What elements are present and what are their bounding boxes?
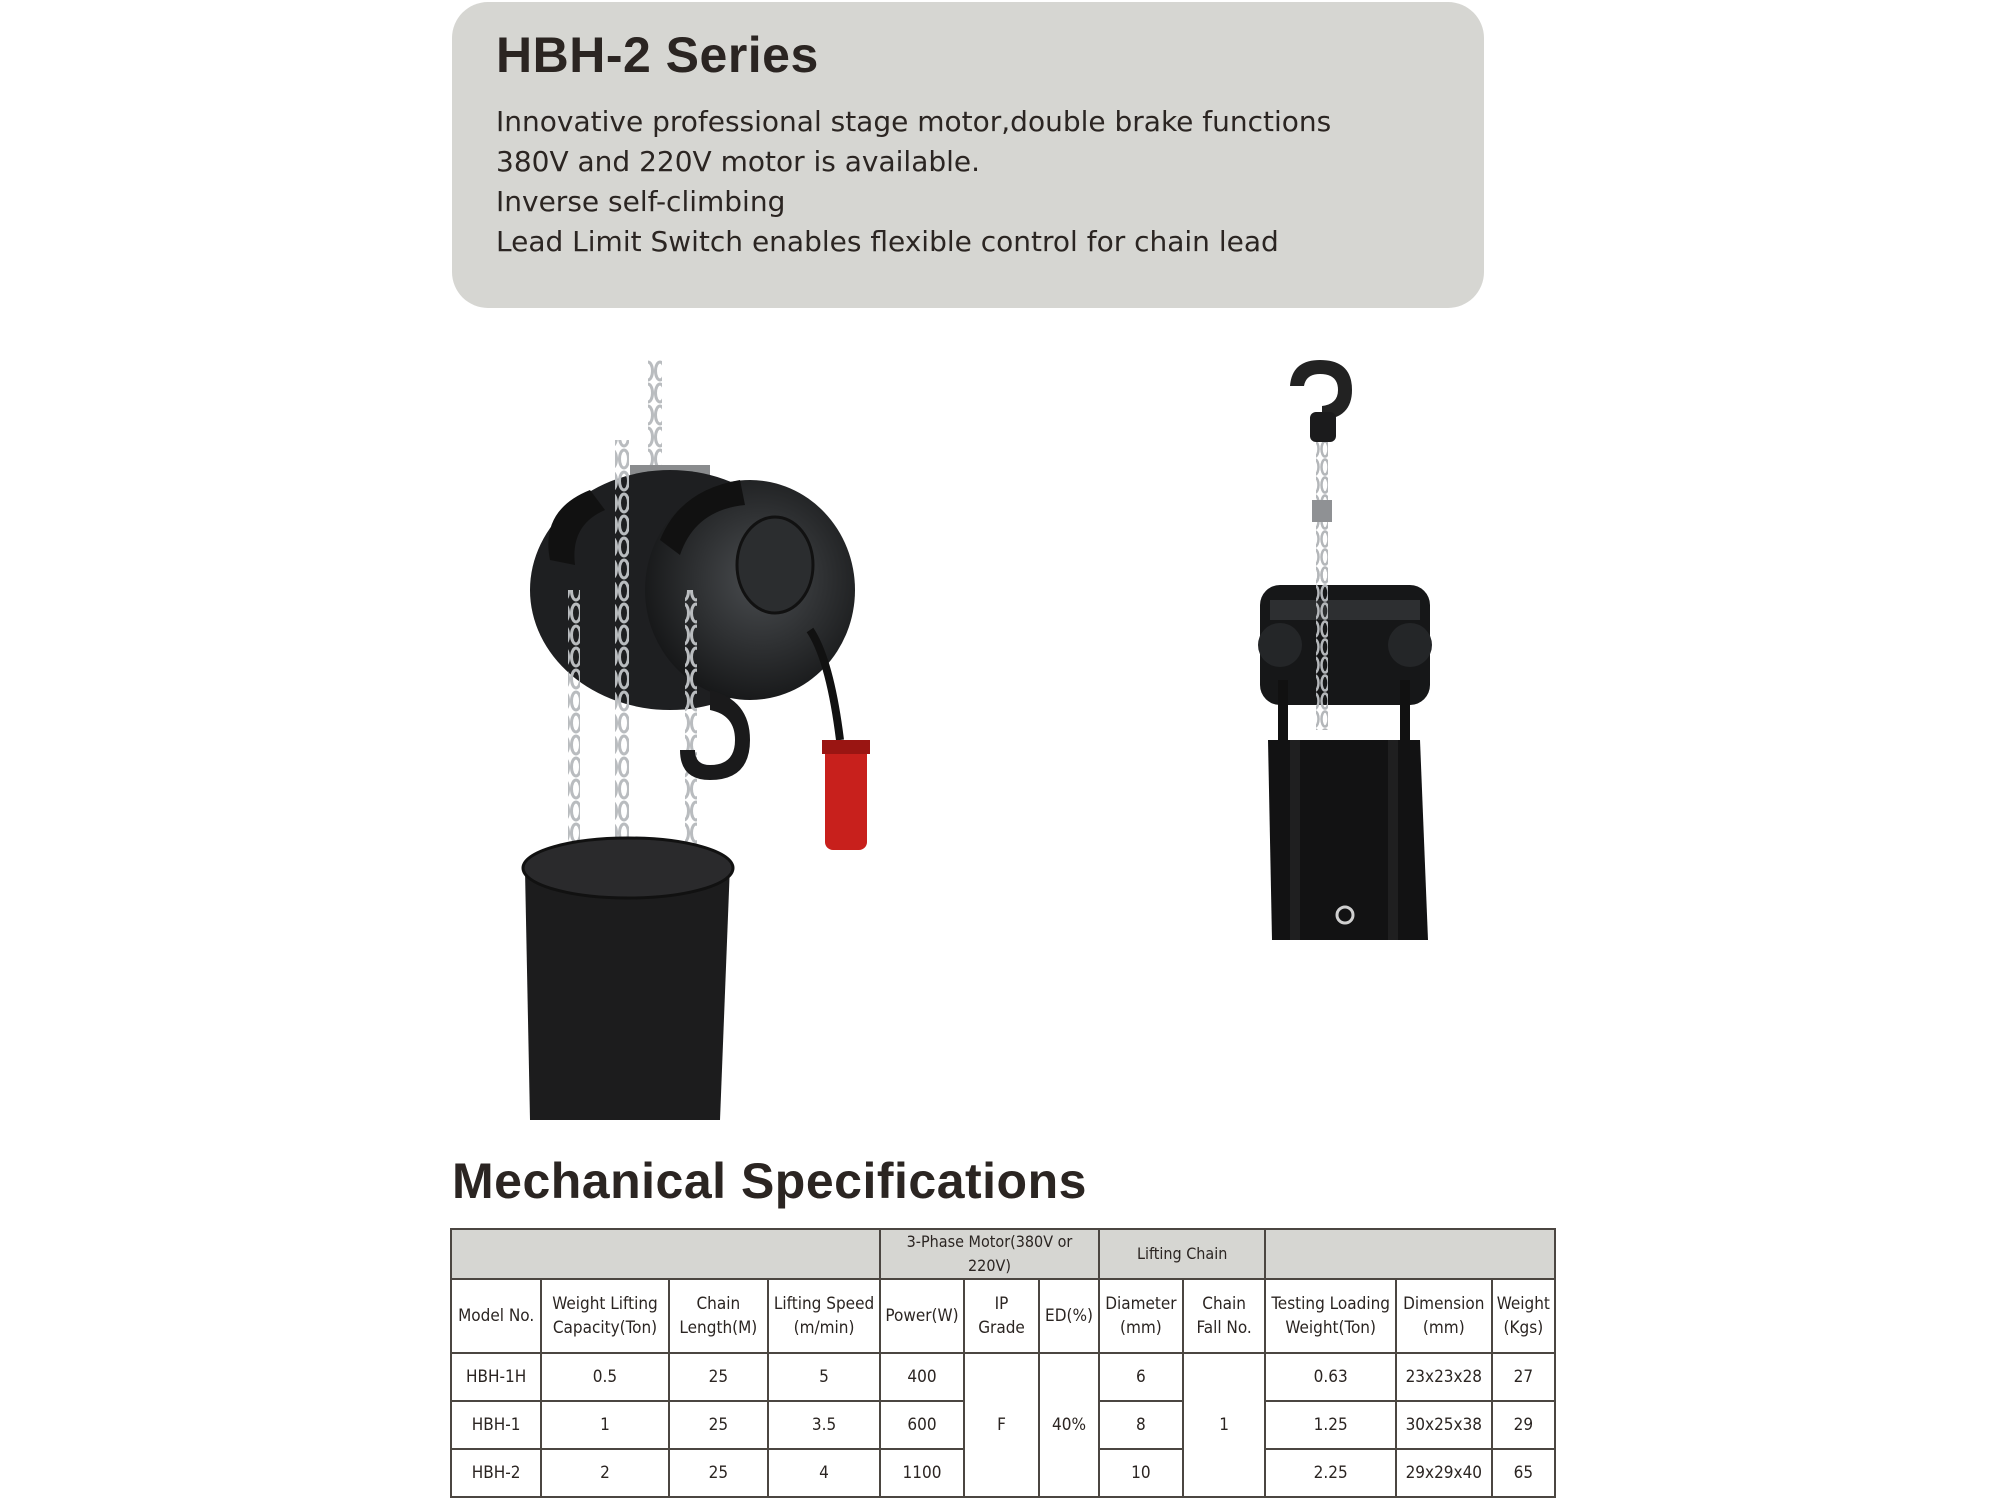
column-header-speed: Lifting Speed (m/min) bbox=[768, 1279, 880, 1353]
cell-model: HBH-2 bbox=[451, 1449, 541, 1497]
cell-dimension: 29x29x40 bbox=[1396, 1449, 1492, 1497]
cell-diameter: 6 bbox=[1099, 1353, 1183, 1401]
group-header-blank bbox=[1265, 1229, 1555, 1279]
feature-item: Innovative professional stage motor,double brake functions bbox=[496, 105, 1332, 138]
column-header-chain-length: Chain Length(M) bbox=[669, 1279, 768, 1353]
cell-chain-length: 25 bbox=[669, 1449, 768, 1497]
column-header-model: Model No. bbox=[451, 1279, 541, 1353]
cell-chain-fall: 1 bbox=[1183, 1353, 1266, 1497]
group-header-blank bbox=[451, 1229, 880, 1279]
feature-list bbox=[496, 102, 1331, 262]
column-header-weight: Weight (Kgs) bbox=[1492, 1279, 1555, 1353]
table-group-row bbox=[451, 1229, 1555, 1279]
group-header-chain: Lifting Chain bbox=[1099, 1229, 1265, 1279]
column-header-dimension: Dimension (mm) bbox=[1396, 1279, 1492, 1353]
column-header-diameter: Diameter (mm) bbox=[1099, 1279, 1183, 1353]
table-header-row bbox=[451, 1279, 1555, 1353]
cell-model: HBH-1H bbox=[451, 1353, 541, 1401]
cell-power: 400 bbox=[880, 1353, 964, 1401]
column-header-testing: Testing Loading Weight(Ton) bbox=[1265, 1279, 1396, 1353]
cell-speed: 4 bbox=[768, 1449, 880, 1497]
specs-title: Mechanical Specifications bbox=[452, 1153, 1087, 1209]
column-header-power: Power(W) bbox=[880, 1279, 964, 1353]
cell-ed: 40% bbox=[1039, 1353, 1099, 1497]
column-header-capacity: Weight Lifting Capacity(Ton) bbox=[541, 1279, 668, 1353]
series-title: HBH-2 Series bbox=[496, 27, 819, 83]
cell-capacity: 0.5 bbox=[541, 1353, 668, 1401]
feature-item: Lead Limit Switch enables flexible control for chain lead bbox=[496, 225, 1279, 258]
cell-ip-grade: F bbox=[964, 1353, 1039, 1497]
feature-item: 380V and 220V motor is available. bbox=[496, 145, 981, 178]
cell-testing: 2.25 bbox=[1265, 1449, 1396, 1497]
cell-weight: 29 bbox=[1492, 1401, 1555, 1449]
cell-capacity: 1 bbox=[541, 1401, 668, 1449]
cell-weight: 65 bbox=[1492, 1449, 1555, 1497]
cell-weight: 27 bbox=[1492, 1353, 1555, 1401]
cell-diameter: 8 bbox=[1099, 1401, 1183, 1449]
cell-chain-length: 25 bbox=[669, 1401, 768, 1449]
chain-hoist-image-left bbox=[510, 360, 910, 1120]
product-images bbox=[450, 330, 1560, 1130]
column-header-chain-fall: Chain Fall No. bbox=[1183, 1279, 1266, 1353]
cell-speed: 3.5 bbox=[768, 1401, 880, 1449]
group-header-motor: 3-Phase Motor(380V or 220V) bbox=[880, 1229, 1099, 1279]
brochure-page bbox=[450, 0, 1560, 1500]
specifications-table bbox=[450, 1228, 1556, 1498]
cell-power: 1100 bbox=[880, 1449, 964, 1497]
table-row bbox=[451, 1353, 1555, 1401]
cell-power: 600 bbox=[880, 1401, 964, 1449]
cell-capacity: 2 bbox=[541, 1449, 668, 1497]
cell-dimension: 30x25x38 bbox=[1396, 1401, 1492, 1449]
cell-diameter: 10 bbox=[1099, 1449, 1183, 1497]
cell-testing: 1.25 bbox=[1265, 1401, 1396, 1449]
cell-chain-length: 25 bbox=[669, 1353, 768, 1401]
chain-hoist-image-right bbox=[1250, 350, 1450, 1110]
feature-item: Inverse self-climbing bbox=[496, 185, 786, 218]
column-header-ed: ED(%) bbox=[1039, 1279, 1099, 1353]
series-header-panel bbox=[452, 2, 1484, 308]
cell-dimension: 23x23x28 bbox=[1396, 1353, 1492, 1401]
column-header-ip: IP Grade bbox=[964, 1279, 1039, 1353]
cell-testing: 0.63 bbox=[1265, 1353, 1396, 1401]
cell-model: HBH-1 bbox=[451, 1401, 541, 1449]
cell-speed: 5 bbox=[768, 1353, 880, 1401]
